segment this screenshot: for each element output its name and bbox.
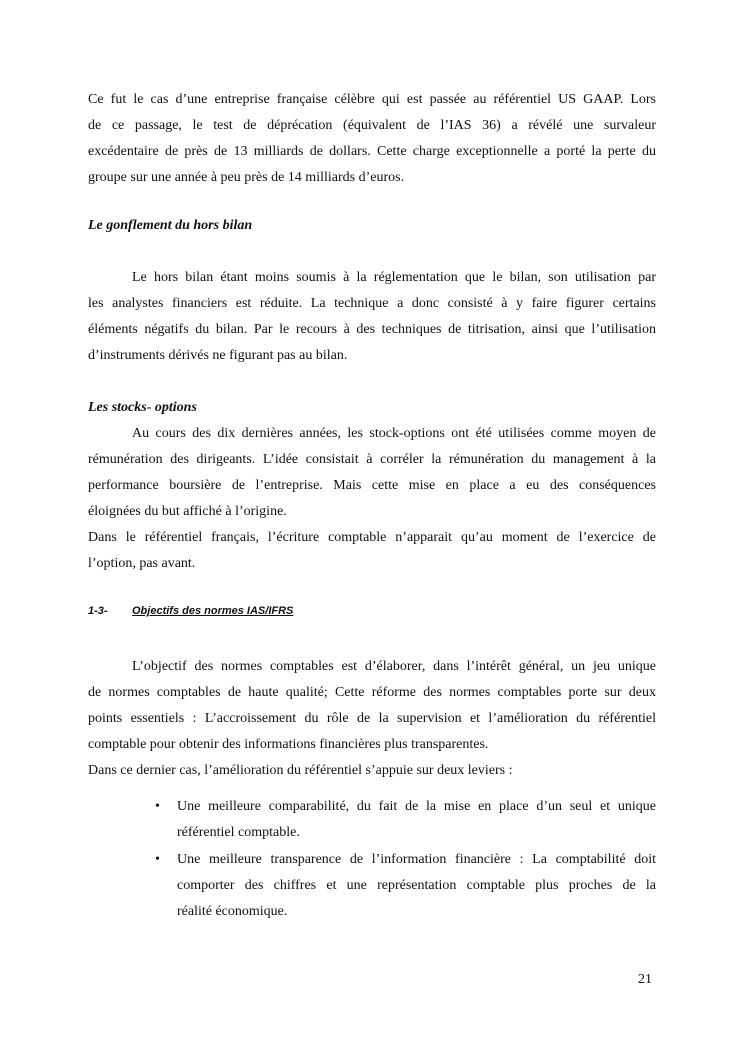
bullet-item xyxy=(155,847,656,925)
bullet-icon: • xyxy=(155,852,160,867)
text-line: l’option, pas avant. xyxy=(88,556,196,571)
text-line: Une meilleure comparabilité, du fait de la mise en place d’un seul et unique xyxy=(177,799,656,814)
bullet-icon: • xyxy=(155,799,160,814)
paragraph-stock-options xyxy=(88,421,656,577)
page-number: 21 xyxy=(638,972,652,987)
text-line: Au cours des dix dernières années, les stock-options ont été utilisées comme moyen de xyxy=(132,426,656,441)
paragraph-us-gaap xyxy=(88,87,656,191)
text-line: éléments négatifs du bilan. Par le recours à des techniques de titrisation, ainsi que l’utilisation xyxy=(88,322,656,337)
text-line: L’objectif des normes comptables est d’élaborer, dans l’intérêt général, un jeu unique xyxy=(132,659,656,674)
section-number: 1-3- xyxy=(88,605,108,617)
paragraph-objectifs xyxy=(88,654,656,784)
text-line: d’instruments dérivés ne figurant pas au bilan. xyxy=(88,348,348,363)
text-line: référentiel comptable. xyxy=(177,825,300,840)
text-line: de normes comptables de haute qualité; Cette réforme des normes comptables porte sur deux xyxy=(88,685,656,700)
text-line: points essentiels : L’accroissement du rôle de la supervision et l’amélioration du référentiel xyxy=(88,711,656,726)
text-line: éloignées du but affiché à l’origine. xyxy=(88,504,287,519)
section-title: Objectifs des normes IAS/IFRS xyxy=(132,605,294,617)
text-line: Dans ce dernier cas, l’amélioration du référentiel s’appuie sur deux leviers : xyxy=(88,763,513,778)
text-line: comporter des chiffres et une représentation comptable plus proches de la xyxy=(177,878,656,893)
heading-stock-options: Les stocks- options xyxy=(88,400,197,415)
text-line: comptable pour obtenir des informations financières plus transparentes. xyxy=(88,737,489,752)
bullet-item xyxy=(155,794,656,846)
text-line: Une meilleure transparence de l’information financière : La comptabilité doit xyxy=(177,852,656,867)
text-line: Ce fut le cas d’une entreprise française célèbre qui est passée au référentiel US GAAP. Lors xyxy=(88,92,656,107)
text-line: excédentaire de près de 13 milliards de dollars. Cette charge exceptionnelle a porté la perte du xyxy=(88,144,656,159)
text-line: performance boursière de l’entreprise. Mais cette mise en place a eu des conséquences xyxy=(88,478,656,493)
paragraph-hors-bilan xyxy=(88,265,656,369)
text-line: les analystes financiers est réduite. La technique a donc consisté à y faire figurer certains xyxy=(88,296,656,311)
text-line: réalité économique. xyxy=(177,904,288,919)
text-line: groupe sur une année à peu près de 14 milliards d’euros. xyxy=(88,170,405,185)
heading-hors-bilan: Le gonflement du hors bilan xyxy=(88,218,253,233)
text-line: rémunération des dirigeants. L’idée consistait à corréler la rémunération du management à la xyxy=(88,452,656,467)
section-heading xyxy=(88,605,294,617)
text-line: Le hors bilan étant moins soumis à la réglementation que le bilan, son utilisation par xyxy=(132,270,656,285)
text-line: de ce passage, le test de déprécation (équivalent de l’IAS 36) a révélé une survaleur xyxy=(88,118,656,133)
text-line: Dans le référentiel français, l’écriture comptable n’apparait qu’au moment de l’exercice de xyxy=(88,530,656,545)
